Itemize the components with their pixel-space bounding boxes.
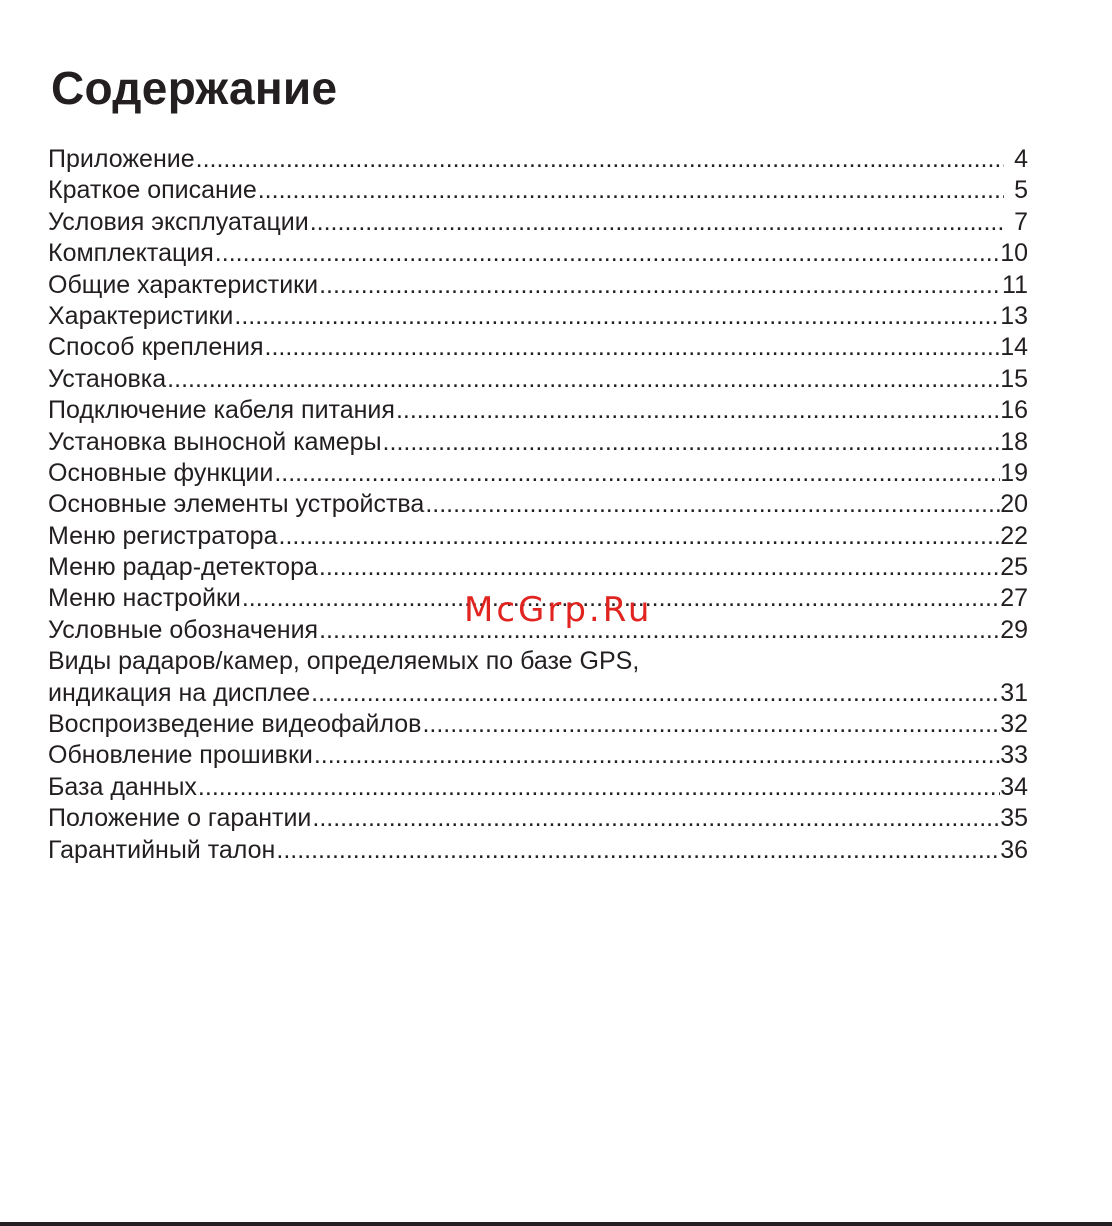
toc-entry-title: индикация на дисплее (48, 678, 310, 709)
toc-entry[interactable] (48, 489, 1028, 520)
toc-entry[interactable] (48, 144, 1028, 175)
toc-entry-title: Краткое описание (48, 175, 257, 206)
toc-entry-title: Меню радар-детектора (48, 552, 318, 583)
toc-entry[interactable] (48, 207, 1028, 238)
toc-entry-page: 29 (1000, 615, 1028, 644)
toc-entry-page: 22 (1000, 521, 1028, 550)
toc-entry-title: Установка (48, 364, 166, 395)
dot-leader (273, 458, 1000, 489)
toc-entry-title: Основные функции (48, 458, 273, 489)
toc-entry-title: Общие характеристики (48, 270, 318, 301)
watermark: McGrp.Ru (464, 590, 653, 630)
toc-entry[interactable] (48, 678, 1028, 709)
toc-entry-title: Подключение кабеля питания (48, 395, 395, 426)
dot-leader (197, 772, 1000, 803)
toc-entry-title: Основные элементы устройства (48, 489, 424, 520)
toc-entry-page: 5 (1014, 176, 1028, 205)
bottom-divider (0, 1222, 1112, 1226)
toc-entry-page: 15 (1000, 364, 1028, 393)
table-of-contents (48, 144, 1028, 866)
dot-leader (421, 709, 1000, 740)
toc-entry-title: Характеристики (48, 301, 233, 332)
toc-entry-page: 4 (1014, 145, 1028, 173)
toc-entry[interactable] (48, 175, 1028, 206)
dot-leader (264, 332, 1001, 363)
toc-entry-page: 32 (1000, 710, 1028, 739)
dot-leader (318, 270, 1002, 301)
toc-entry-page: 25 (1000, 553, 1028, 582)
toc-entry[interactable] (48, 835, 1028, 866)
toc-entry-page: 31 (1000, 678, 1028, 707)
toc-entry-title: Способ крепления (48, 332, 264, 363)
toc-entry-page: 16 (1000, 396, 1028, 425)
toc-entry[interactable] (48, 332, 1028, 363)
dot-leader (233, 301, 1000, 332)
toc-entry-page: 35 (1000, 804, 1028, 833)
dot-leader (309, 207, 1004, 238)
toc-entry-page: 11 (1002, 270, 1028, 299)
dot-leader (318, 552, 1000, 583)
toc-entry[interactable] (48, 803, 1028, 834)
dot-leader (166, 364, 1000, 395)
toc-entry[interactable] (48, 552, 1028, 583)
dot-leader (257, 175, 1004, 206)
toc-entry-page: 27 (1000, 584, 1028, 613)
toc-entry-title: Меню регистратора (48, 521, 278, 552)
toc-entry-page: 10 (1000, 239, 1028, 268)
dot-leader (310, 678, 1000, 709)
dot-leader (278, 521, 1001, 552)
toc-entry[interactable] (48, 270, 1028, 301)
toc-entry[interactable] (48, 364, 1028, 395)
toc-entry[interactable] (48, 521, 1028, 552)
dot-leader (318, 615, 1000, 646)
toc-entry-page: 34 (1000, 772, 1028, 801)
toc-entry[interactable] (48, 772, 1028, 803)
toc-entry-page: 14 (1000, 333, 1028, 362)
toc-entry-title: База данных (48, 772, 197, 803)
toc-entry-title: Виды радаров/камер, определяемых по базе GPS, (48, 646, 639, 677)
toc-entry[interactable] (48, 427, 1028, 458)
toc-entry-title: Приложение (48, 144, 195, 175)
toc-entry-title: Комплектация (48, 238, 214, 269)
toc-entry-page: 20 (1000, 490, 1028, 519)
dot-leader (311, 803, 1000, 834)
toc-entry-title: Обновление прошивки (48, 740, 313, 771)
toc-entry-page: 36 (1000, 835, 1028, 864)
toc-entry[interactable] (48, 238, 1028, 269)
toc-entry-page: 33 (1000, 741, 1028, 770)
toc-entry-page: 7 (1014, 207, 1028, 236)
toc-entry-page: 19 (1000, 458, 1028, 487)
toc-entry[interactable] (48, 301, 1028, 332)
dot-leader (214, 238, 1000, 269)
toc-entry[interactable] (48, 395, 1028, 426)
toc-entry-page: 18 (1000, 427, 1028, 456)
dot-leader (313, 740, 1000, 771)
toc-entry[interactable] (48, 458, 1028, 489)
toc-entry-title: Условные обозначения (48, 615, 318, 646)
dot-leader (424, 489, 1000, 520)
toc-entry-title: Установка выносной камеры (48, 427, 382, 458)
dot-leader (275, 835, 1000, 866)
dot-leader (382, 427, 1001, 458)
toc-entry-page: 13 (1000, 301, 1028, 330)
dot-leader (195, 144, 1004, 175)
dot-leader (395, 395, 1000, 426)
toc-entry[interactable] (48, 740, 1028, 771)
toc-entry[interactable] (48, 646, 1028, 677)
toc-entry-title: Меню настройки (48, 583, 241, 614)
toc-entry-title: Положение о гарантии (48, 803, 311, 834)
toc-entry[interactable] (48, 709, 1028, 740)
page-title: Содержание (51, 62, 338, 114)
toc-entry-title: Воспроизведение видеофайлов (48, 709, 421, 740)
toc-entry-title: Условия эксплуатации (48, 207, 309, 238)
toc-entry-title: Гарантийный талон (48, 835, 275, 866)
